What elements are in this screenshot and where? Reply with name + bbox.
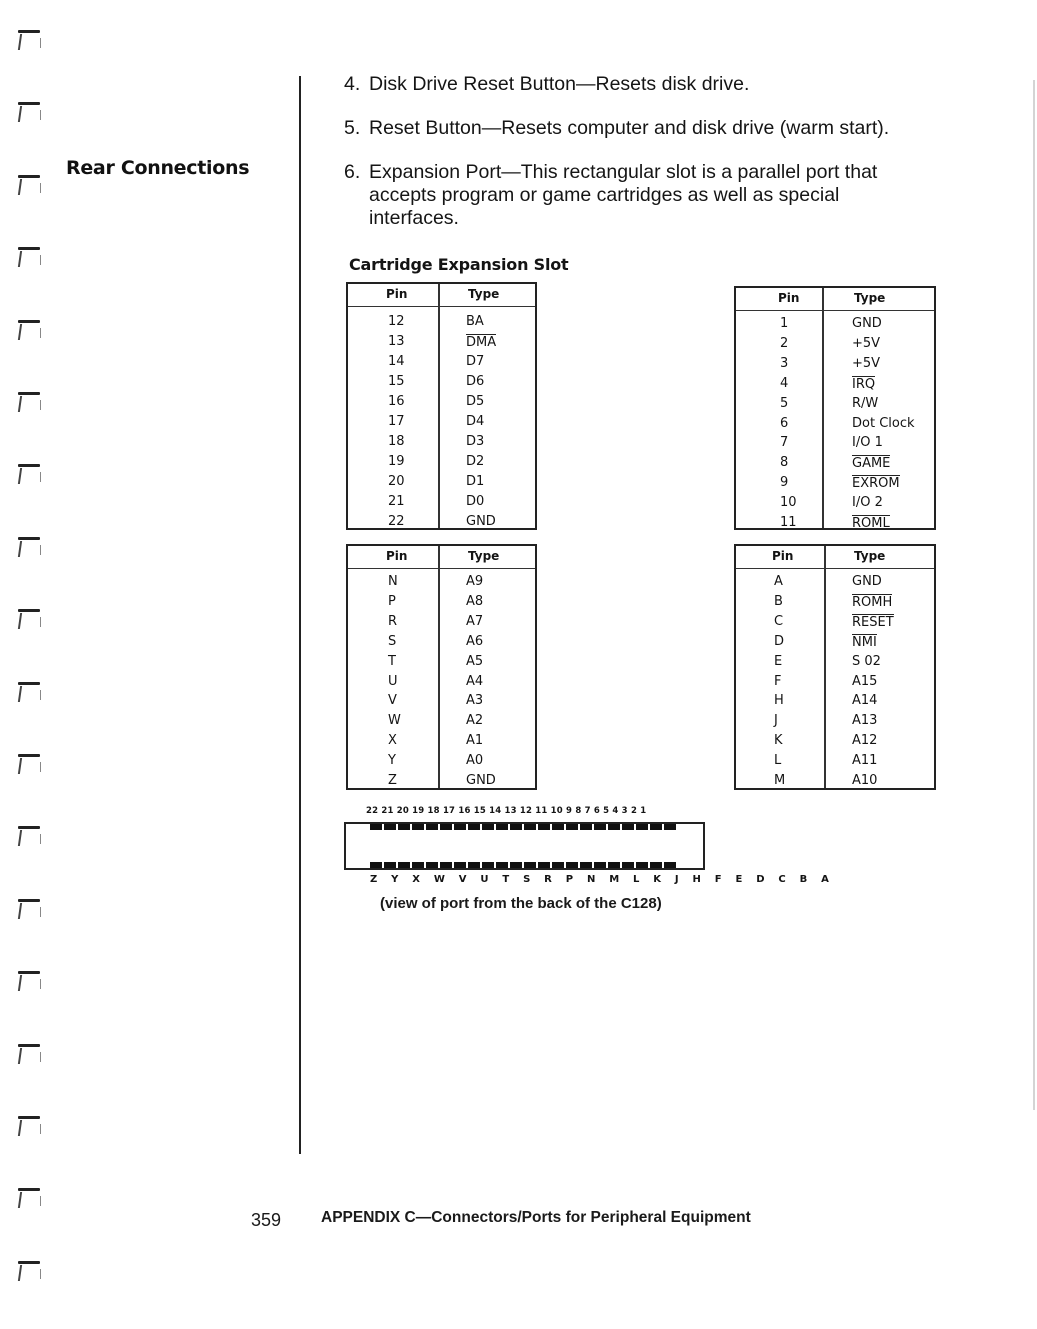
table-row [736,634,934,654]
header-pin: Pin [386,287,408,301]
pin-cell: 19 [388,454,405,469]
pin-cell: X [388,733,397,749]
table-row [736,356,934,376]
pin-cell: 1 [780,316,789,331]
binder-mark [14,971,44,1007]
binder-mark [14,102,44,138]
contact-pad [664,824,676,830]
pin-cell: 3 [780,355,789,371]
contact-pad [622,862,634,868]
pin-cell: K [774,733,783,749]
binder-mark [14,175,44,211]
contact-pad [608,824,620,830]
pin-cell: Y [388,753,396,769]
contact-pad [468,824,480,830]
binder-mark [14,537,44,573]
contact-pad [636,824,648,830]
type-cell: A0 [466,753,484,769]
table-row [348,354,535,374]
type-cell: D0 [466,494,485,509]
table-row [348,693,535,713]
pin-cell: 14 [388,354,405,369]
type-cell: NMI [852,634,877,650]
binder-mark [14,392,44,428]
footer-text: APPENDIX C—Connectors/Ports for Peripheral Equipment [321,1209,751,1226]
contact-pad [664,862,676,868]
table-row [736,416,934,436]
type-cell: A12 [852,733,878,749]
pin-cell: R [388,613,398,629]
contact-pad [384,862,396,868]
table-row [348,733,535,753]
type-cell: ROMH [852,594,893,610]
table-row [348,594,535,614]
type-cell: A13 [852,713,878,729]
type-cell: +5V [852,355,881,371]
pin-cell: S [388,633,397,649]
type-cell: A11 [852,753,878,769]
type-cell: A8 [466,593,484,609]
type-cell: I/O 1 [852,435,883,451]
contact-pad [440,862,452,868]
top-contacts [370,824,676,830]
binder-mark [14,754,44,790]
contact-pad [524,862,536,868]
table-row [736,654,934,674]
type-cell: A5 [466,653,484,669]
type-cell: D7 [466,354,485,369]
table-row [348,674,535,694]
table-row [348,574,535,594]
contact-pad [454,824,466,830]
pin-cell: 11 [780,515,797,530]
pin-cell: D [774,633,785,649]
item-text: Expansion Port—This rectangular slot is a parallel port that accepts program or game cartridges as well as special interfaces. [369,161,878,229]
binder-mark [14,1188,44,1224]
pin-cell: V [388,693,397,709]
contact-pad [440,824,452,830]
header-type: Type [854,549,886,563]
table-header [348,284,535,307]
pin-cell: Z [388,773,397,788]
table-header [348,546,535,569]
contact-pad [594,862,606,868]
contact-pad [370,862,382,868]
contact-pad [580,824,592,830]
contact-pad [538,862,550,868]
pin-cell: T [388,653,396,669]
contact-pad [398,862,410,868]
table-row [736,574,934,594]
table-row [348,334,535,354]
table-row [348,773,535,793]
contact-pad [566,824,578,830]
contact-pad [496,824,508,830]
pin-cell: 4 [780,375,789,391]
type-cell: GND [852,316,882,331]
pin-cell: L [774,753,782,769]
binder-mark [14,682,44,718]
section-title: Rear Connections [66,157,250,179]
table-row [736,773,934,793]
bottom-contacts [370,862,676,868]
table-row [348,654,535,674]
pin-cell: 22 [388,514,405,529]
contact-pad [454,862,466,868]
binder-mark [14,30,44,66]
type-cell: ROML [852,516,890,531]
contact-pad [482,862,494,868]
table-row [736,594,934,614]
header-pin: Pin [772,549,794,563]
type-cell: A10 [852,773,878,788]
table-row [736,435,934,455]
type-cell: EXROM [852,476,900,492]
pin-cell: B [774,593,783,609]
contact-pad [426,824,438,830]
type-cell: A14 [852,693,878,709]
table-row [736,316,934,336]
contact-pad [650,862,662,868]
binder-mark [14,609,44,645]
contact-pad [636,862,648,868]
table-row [736,455,934,475]
contact-pad [608,862,620,868]
contact-pad [580,862,592,868]
table-row [736,733,934,753]
vertical-rule [299,76,301,1154]
table-row [348,414,535,434]
pin-cell: 13 [388,334,405,349]
contact-pad [468,862,480,868]
item-number: 4. [344,73,361,95]
binder-mark [14,247,44,283]
type-cell: BA [466,314,484,329]
item-number: 5. [344,117,361,139]
table-header [736,546,934,569]
table-row [348,753,535,773]
pin-cell: 7 [780,435,789,451]
pin-table-n-z [346,544,537,790]
slot-title: Cartridge Expansion Slot [349,255,569,274]
table-row [736,475,934,495]
contact-pad [426,862,438,868]
contact-pad [398,824,410,830]
pin-cell: J [774,713,778,729]
table-row [736,515,934,535]
type-cell: S 02 [852,653,881,669]
type-cell: A6 [466,633,484,649]
type-cell: D5 [466,394,485,409]
header-pin: Pin [386,549,408,563]
binder-mark [14,1044,44,1080]
contact-pad [412,824,424,830]
table-row [348,514,535,534]
pin-cell: 21 [388,494,405,509]
item-text: Reset Button—Resets computer and disk drive (warm start). [369,117,890,139]
table-row [348,614,535,634]
connector-top-pin-labels: 22 21 20 19 18 17 16 15 14 13 12 11 10 9 8 7 6 5 4 3 2 1 [366,806,647,816]
type-cell: GND [466,773,496,788]
binder-mark [14,899,44,935]
table-row [736,396,934,416]
type-cell: A7 [466,613,484,629]
pin-cell: U [388,673,398,689]
header-type: Type [468,549,500,563]
pin-cell: 17 [388,414,405,429]
table-row [348,314,535,334]
item-text: Disk Drive Reset Button—Resets disk drive. [369,73,750,95]
connector-caption: (view of port from the back of the C128) [380,895,662,912]
contact-pad [594,824,606,830]
table-row [736,376,934,396]
type-cell: +5V [852,335,881,351]
pin-cell: 15 [388,374,405,389]
type-cell: GAME [852,456,891,472]
binder-mark [14,320,44,356]
table-row [348,634,535,654]
table-row [348,454,535,474]
pin-cell: W [388,713,401,729]
pin-cell: M [774,773,786,788]
table-header [736,288,934,311]
pin-cell: 18 [388,434,405,449]
contact-pad [482,824,494,830]
type-cell: D2 [466,454,485,469]
binder-mark [14,1261,44,1297]
page-number: 359 [251,1210,282,1230]
type-cell: GND [466,514,496,529]
type-cell: D1 [466,474,485,489]
table-row [348,713,535,733]
pin-cell: 2 [780,335,789,351]
binder-mark [14,1116,44,1152]
type-cell: D3 [466,434,485,449]
type-cell: GND [852,574,882,589]
pin-table-1-11 [734,286,936,530]
table-row [736,713,934,733]
pin-cell: 6 [780,415,789,431]
contact-pad [510,824,522,830]
table-row [348,374,535,394]
pin-cell: C [774,613,784,629]
type-cell: A3 [466,693,484,709]
binder-mark [14,826,44,862]
type-cell: DMA [466,335,497,350]
type-cell: Dot Clock [852,415,915,431]
pin-cell: 9 [780,475,789,491]
connector-bottom-pin-labels: Z Y X W V U T S R P N M L K J H F E D C B A [370,874,835,885]
type-cell: A4 [466,673,484,689]
header-pin: Pin [778,291,800,305]
pin-cell: 8 [780,455,789,471]
contact-pad [524,824,536,830]
contact-pad [552,824,564,830]
table-row [348,494,535,514]
type-cell: I/O 2 [852,495,883,511]
contact-pad [650,824,662,830]
binder-mark [14,464,44,500]
contact-pad [370,824,382,830]
table-row [348,394,535,414]
type-cell: R/W [852,395,879,411]
contact-pad [412,862,424,868]
type-cell: D4 [466,414,485,429]
type-cell: A2 [466,713,484,729]
contact-pad [384,824,396,830]
pin-cell: 16 [388,394,405,409]
header-type: Type [468,287,500,301]
table-row [736,753,934,773]
type-cell: A15 [852,673,878,689]
pin-cell: H [774,693,784,709]
contact-pad [552,862,564,868]
table-row [348,474,535,494]
contact-pad [566,862,578,868]
item-number: 6. [344,161,361,183]
pin-cell: 5 [780,395,789,411]
table-row [736,495,934,515]
table-row [736,336,934,356]
page-edge-mark [1033,80,1035,1110]
contact-pad [538,824,550,830]
pin-table-12-22 [346,282,537,530]
type-cell: A1 [466,733,484,749]
pin-cell: P [388,593,396,609]
type-cell: A9 [466,574,484,589]
pin-cell: A [774,574,783,589]
table-row [736,674,934,694]
header-type: Type [854,291,886,305]
table-row [736,614,934,634]
contact-pad [496,862,508,868]
pin-table-a-m [734,544,936,790]
type-cell: IRQ [852,376,876,392]
type-cell: D6 [466,374,485,389]
pin-cell: 12 [388,314,405,329]
contact-pad [622,824,634,830]
pin-cell: 10 [780,495,797,511]
contact-pad [510,862,522,868]
pin-cell: 20 [388,474,405,489]
expansion-port-diagram [344,822,705,870]
table-row [736,693,934,713]
pin-cell: F [774,673,782,689]
table-row [348,434,535,454]
pin-cell: N [388,574,398,589]
pin-cell: E [774,653,783,669]
type-cell: RESET [852,614,894,630]
